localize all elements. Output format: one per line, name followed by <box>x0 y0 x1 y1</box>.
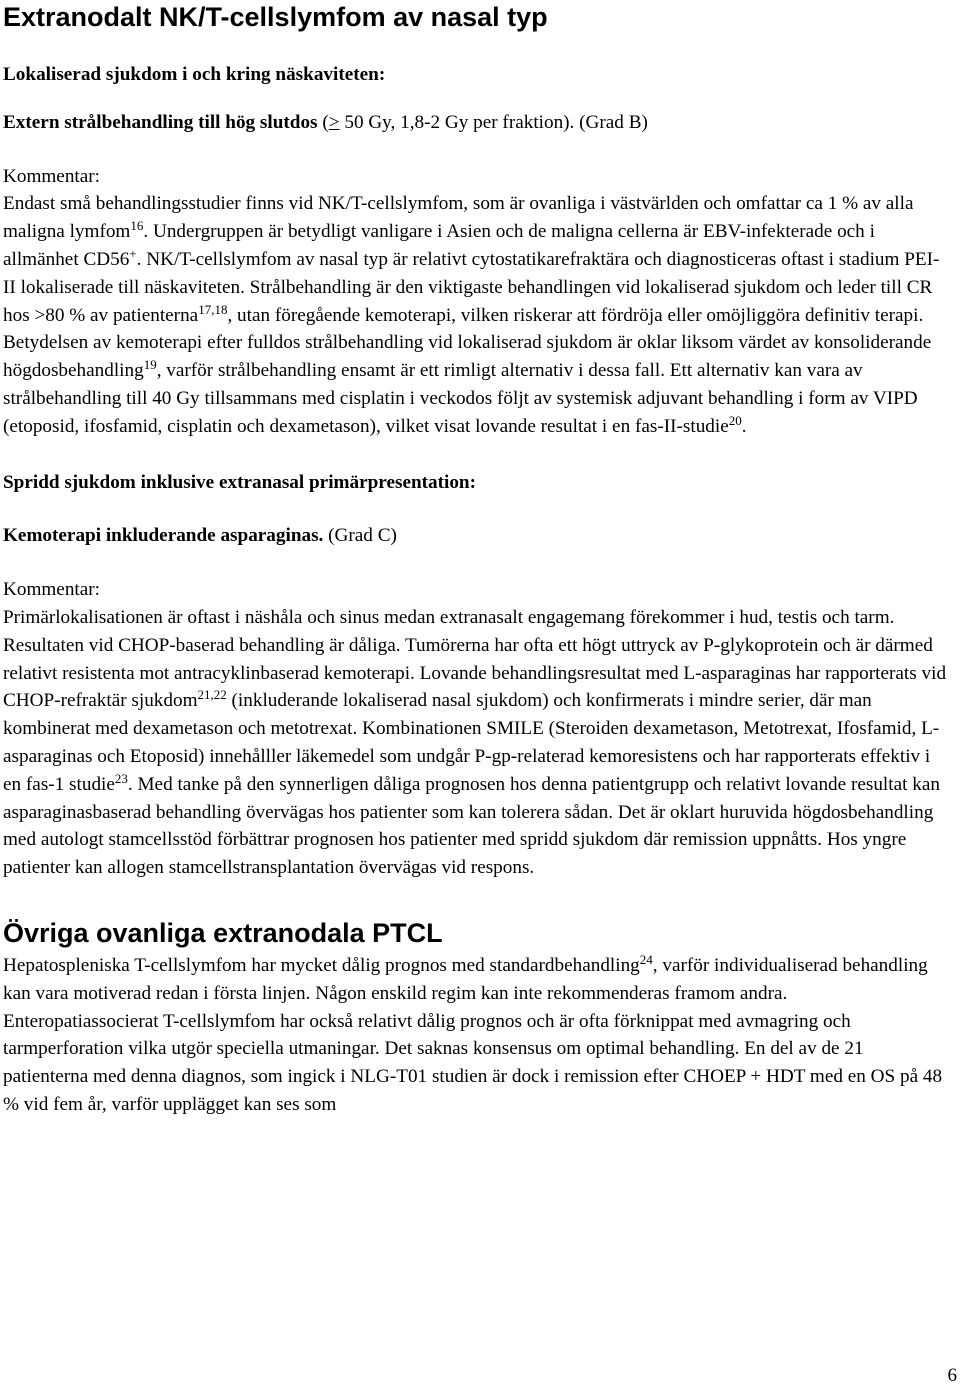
greater-equal-symbol: > <box>328 111 340 133</box>
body-text: , varför strålbehandling ensamt är ett rimligt alternativ i dessa fall. Ett alternativ kan vara av strålbehandling till 40 Gy tillsammans med cisplatin i veckodos följt av systemisk adjuvant behandling i form av VIPD (etoposid, ifosfamid, cisplatin och dexametason), vilket visat lovande resultat i en fas-II-studie <box>3 360 918 437</box>
reference-24: 24 <box>639 951 653 967</box>
body-text: Primärlokalisationen är oftast i näshåla och sinus medan extranasalt engagemang förekommer i hud, testis och tarm. Resultaten vid CHOP-baserad behandling är dåliga. Tumörerna har ofta ett högt uttryck av P-glykoprotein och är därmed relativt resistenta mot antracyklinbaserad kemoterapi. Lovande behandlingsresultat med L-asparaginas har rapporterats vid CHOP-refraktär sjukdom <box>3 606 947 712</box>
reference-21-22: 21,22 <box>197 687 227 703</box>
reference-17-18: 17,18 <box>198 301 228 317</box>
superscript-plus: + <box>129 245 137 261</box>
comment-paragraph <box>3 190 951 440</box>
recommendation-open-paren: ( <box>317 111 329 133</box>
section-title-other-extranodal-ptcl: Övriga ovanliga extranodala PTCL <box>3 917 443 948</box>
body-text: . <box>741 415 747 437</box>
body-text: . NK/T-cellslymfom av nasal typ är relativt cytostatikarefraktära och diagnosticeras oftast i stadium PEI-II lokaliserade till näskaviteten. Strålbehandling är den viktigaste behandlingen vid lokaliserad sjukdom och leder till CR hos >80 % av patienterna <box>3 248 940 326</box>
localized-disease-heading: Lokaliserad sjukdom i och kring näskaviteten: <box>3 64 386 85</box>
reference-20: 20 <box>728 412 742 428</box>
hepatosplenic-paragraph <box>3 952 951 1008</box>
body-text: (inkluderande lokaliserad nasal sjukdom) och konfirmerats i mindre serier, där man kombinerat med dexametason och metotrexat. Kombinationen SMILE (Steroiden dexametason, Metotrexat, Ifosfamid, L-asparaginas och Etoposid) innehålller läkemedel som undgår P-gp-relaterad kemoresistens och har rapporterats effektiv i en fas-1 studie <box>3 690 940 795</box>
radiotherapy-recommendation <box>3 109 951 137</box>
comment-label: Kommentar: <box>3 165 100 187</box>
body-text: , varför individualiserad behandling kan vara motiverad redan i första linjen. Någon enskild regim kan inte rekommenderas framom andra. <box>3 954 928 1004</box>
spread-disease-heading: Spridd sjukdom inklusive extranasal primärpresentation: <box>3 471 476 493</box>
enteropathy-paragraph: Enteropatiassocierat T-cellslymfom har också relativt dålig prognos och är ofta förknippat med avmagring och tarmperforation vilka utgör speciella utmaningar. Det saknas konsensus om optimal behandling. En del av de 21 patienterna med denna diagnos, som ingick i NLG-T01 studien är dock i remission efter CHOEP + HDT med en OS på 48 % vid fem år, varför upplägget kan ses som <box>3 1010 943 1115</box>
recommendation-bold-text: Extern strålbehandling till hög slutdos <box>3 111 318 133</box>
reference-23: 23 <box>114 770 128 786</box>
reference-19: 19 <box>143 357 157 373</box>
recommendation-grade: (Grad C) <box>323 525 397 547</box>
comment-paragraph <box>3 604 951 882</box>
page-number: 6 <box>947 1365 957 1387</box>
reference-16: 16 <box>130 218 144 234</box>
chemotherapy-recommendation <box>3 522 951 550</box>
body-text: . Undergruppen är betydligt vanligare i Asien och de maligna cellerna är EBV-infekterade och i allmänhet CD56 <box>3 221 875 270</box>
body-text: Hepatospleniska T-cellslymfom har mycket dålig prognos med standardbehandling <box>3 954 640 976</box>
body-text: . Med tanke på den synnerligen dåliga prognosen hos denna patientgrupp och relativt lovande resultat kan asparaginasbaserad behandling övervägas hos patienter som kan tolerera sådan. Det är oklart huruvida högdosbehandling med autologt stamcellsstöd förbättrar prognosen hos patienter med spridd sjukdom där remission uppnåtts. Hos yngre patienter kan allogen stamcellstransplantation övervägas vid respons. <box>3 773 940 879</box>
body-text: , utan föregående kemoterapi, vilken riskerar att fördröja eller omöjliggöra definitiv terapi. Betydelsen av kemoterapi efter fulldos strålbehandling vid lokaliserad sjukdom är oklar liksom värdet av konsoliderande högdosbehandling <box>3 304 932 382</box>
comment-label: Kommentar: <box>3 579 100 601</box>
section-title-nk-t-cell-lymphoma: Extranodalt NK/T-cellslymfom av nasal typ <box>3 2 548 32</box>
recommendation-dose-text: 50 Gy, 1,8-2 Gy per fraktion). (Grad B) <box>339 111 648 133</box>
recommendation-bold-text: Kemoterapi inkluderande asparaginas. <box>3 525 324 547</box>
body-text: Endast små behandlingsstudier finns vid NK/T-cellslymfom, som är ovanliga i västvärlden och omfattar ca 1 % av alla maligna lymfom <box>3 193 914 243</box>
